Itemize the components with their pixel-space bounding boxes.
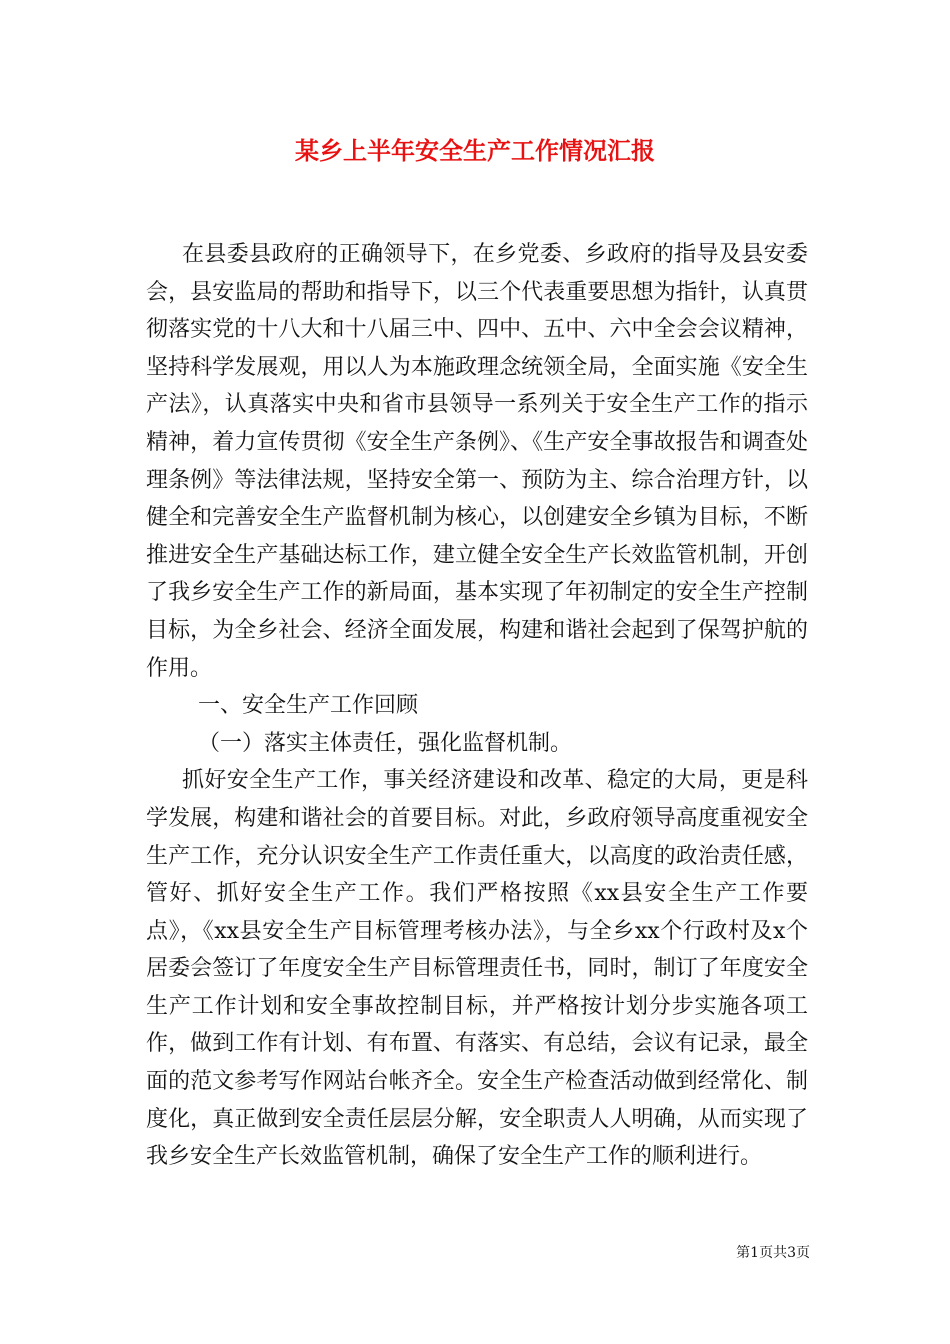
intro-paragraph: 在县委县政府的正确领导下，在乡党委、乡政府的指导及县安委会，县安监局的帮助和指导下，以三个代表重要思想为指针，认真贯彻落实党的十八大和十八届三中、四中、五中、六中全会会议精神，坚持科学发展观，用以人为本施政理念统领全局，全面实施《安全生产法》，认真落实中央和省市县领导一系列关于安全生产工作的指示精神，着力宣传贯彻《安全生产条例》、《生产安全事故报告和调查处理条例》等法律法规，坚持安全第一、预防为主、综合治理方针，以健全和完善安全生产监督机制为核心，以创建安全乡镇为目标，不断推进安全生产基础达标工作，建立健全安全生产长效监管机制，开创了我乡安全生产工作的新局面，基本实现了年初制定的安全生产控制目标，为全乡社会、经济全面发展，构建和谐社会起到了保驾护航的作用。 xyxy=(146,242,808,681)
subsection-heading: （一）落实主体责任，强化监督机制。 xyxy=(198,730,573,756)
page-number: 第1页共3页 xyxy=(736,1245,810,1261)
document-body xyxy=(146,236,808,1176)
section-heading: 一、安全生产工作回顾 xyxy=(198,693,419,719)
document-title: 某乡上半年安全生产工作情况汇报 xyxy=(295,136,655,165)
body-paragraph: 抓好安全生产工作，事关经济建设和改革、稳定的大局，更是科学发展，构建和谐社会的首要目标。对此，乡政府领导高度重视安全生产工作，充分认识安全生产工作责任重大，以高度的政治责任感，管好、抓好安全生产工作。我们严格按照《xx县安全生产工作要点》，《xx县安全生产目标管理考核办法》，与全乡xx个行政村及x个居委会签订了年度安全生产目标管理责任书，同时，制订了年度安全生产工作计划和安全事故控制目标，并严格按计划分步实施各项工作，做到工作有计划、有布置、有落实、有总结，会议有记录，最全面的范文参考写作网站台帐齐全。安全生产检查活动做到经常化、制度化，真正做到安全责任层层分解，安全职责人人明确，从而实现了我乡安全生产长效监管机制，确保了安全生产工作的顺利进行。 xyxy=(146,768,808,1170)
